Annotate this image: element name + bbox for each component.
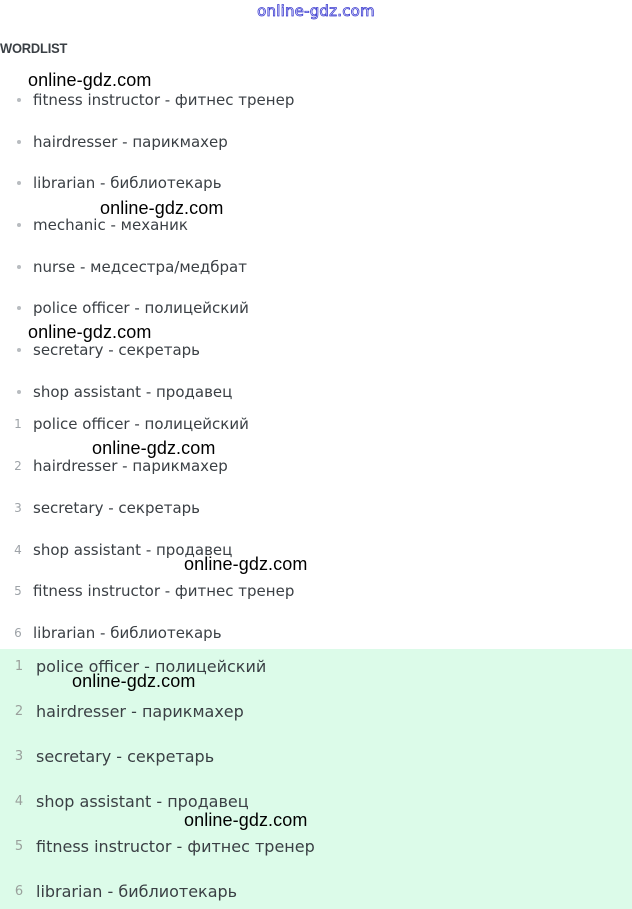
bullet-icon xyxy=(17,390,21,394)
bullet-icon xyxy=(17,98,21,102)
wordlist-item-text: nurse - медсестра/медбрат xyxy=(33,258,247,276)
watermark: online-gdz.com xyxy=(28,322,152,342)
answer-item-text: fitness instructor - фитнес тренер xyxy=(36,837,315,856)
item-number: 4 xyxy=(14,794,24,809)
bullet-icon xyxy=(17,306,21,310)
wordlist-item-text: shop assistant - продавец xyxy=(33,383,233,401)
bullet-icon xyxy=(17,223,21,227)
answer-item-text: librarian - библиотекарь xyxy=(36,882,238,901)
wordlist-item-text: secretary - секретарь xyxy=(33,341,200,359)
task-item-text: fitness instructor - фитнес тренер xyxy=(33,582,295,600)
answer-item-text: hairdresser - парикмахер xyxy=(36,702,244,721)
watermark: online-gdz.com xyxy=(184,554,308,574)
item-number: 3 xyxy=(14,749,24,764)
item-number: 6 xyxy=(14,884,24,899)
task-item-text: librarian - библиотекарь xyxy=(33,624,222,642)
bullet-icon xyxy=(17,265,21,269)
answer-item-text: shop assistant - продавец xyxy=(36,792,249,811)
watermark: online-gdz.com xyxy=(100,198,224,218)
bullet-icon xyxy=(17,348,21,352)
answer-item-text: police officer - полицейский xyxy=(36,657,267,676)
wordlist-item-text: fitness instructor - фитнес тренер xyxy=(33,91,295,109)
watermark: online-gdz.com xyxy=(72,671,196,691)
item-number: 5 xyxy=(14,584,22,598)
item-number: 1 xyxy=(14,417,22,431)
bullet-icon xyxy=(17,181,21,185)
wordlist-item-text: police officer - полицейский xyxy=(33,299,249,317)
watermark: online-gdz.com xyxy=(184,810,308,830)
answer-item-text: secretary - секретарь xyxy=(36,747,215,766)
wordlist-item-text: mechanic - механик xyxy=(33,216,188,234)
bullet-icon xyxy=(17,140,21,144)
item-number: 4 xyxy=(14,543,22,557)
item-number: 1 xyxy=(14,659,24,674)
task-item-text: secretary - секретарь xyxy=(33,499,200,517)
watermark: online-gdz.com xyxy=(28,70,152,90)
task-item-text: police officer - полицейский xyxy=(33,415,249,433)
section-title: WORDLIST xyxy=(0,40,68,56)
wordlist-item-text: librarian - библиотекарь xyxy=(33,174,222,192)
watermark: online-gdz.com xyxy=(92,438,216,458)
wordlist-item-text: hairdresser - парикмахер xyxy=(33,133,228,151)
site-header-link[interactable]: online-gdz.com xyxy=(257,2,375,20)
item-number: 3 xyxy=(14,501,22,515)
item-number: 2 xyxy=(14,459,22,473)
item-number: 6 xyxy=(14,626,22,640)
item-number: 2 xyxy=(14,704,24,719)
task-item-text: hairdresser - парикмахер xyxy=(33,457,228,475)
task-item-text: shop assistant - продавец xyxy=(33,541,233,559)
item-number: 5 xyxy=(14,839,24,854)
